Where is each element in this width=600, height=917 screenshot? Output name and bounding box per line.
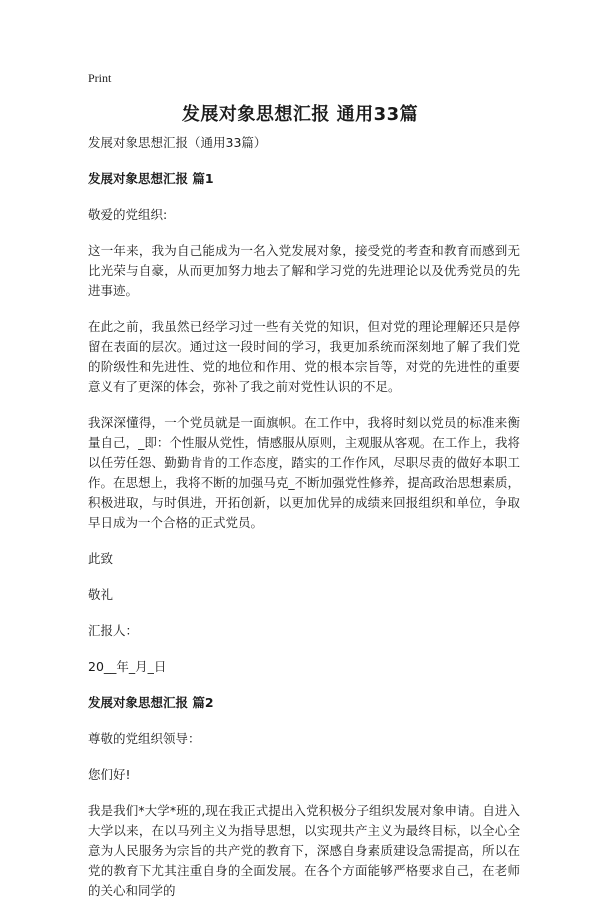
section-heading-2: 发展对象思想汇报 篇2 bbox=[88, 695, 214, 710]
salutation-1: 敬爱的党组织: bbox=[88, 207, 168, 222]
document-subtitle: 发展对象思想汇报（通用33篇） bbox=[88, 135, 267, 150]
closing-line-1: 此致 bbox=[88, 551, 114, 566]
paragraph-1-3: 我深深懂得，一个党员就是一面旗帜。在工作中，我将时刻以党员的标准来衡量自己，_即：个性服从党性，情感服从原则，主观服从客观。在工作上，我将以任劳任怨、勤勤肯肯的工作态度，踏实的工作作风，尽职尽责的做好本职工作。在思想上，我将不断的加强马克_不断加强党性修养，提高政治思想素质，积极进取，与时俱进，开拓创新，以更加优异的成绩来回报组织和单位，争取早日成为一个合格的正式党员。 bbox=[88, 415, 520, 530]
paragraph-1-2: 在此之前，我虽然已经学习过一些有关党的知识，但对党的理论理解还只是停留在表面的层次。通过这一段时间的学习，我更加系统而深刻地了解了我们党的阶级性和先进性、党的地位和作用、党的根本宗旨等，对党的先进性的重要意义有了更深的体会，弥补了我之前对党性认识的不足。 bbox=[88, 319, 520, 394]
section-heading-1: 发展对象思想汇报 篇1 bbox=[88, 171, 214, 186]
paragraph-1-1: 这一年来，我为自己能成为一名入党发展对象，接受党的考查和教育而感到无比光荣与自豪，从而更加努力地去了解和学习党的先进理论以及优秀党员的先进事迹。 bbox=[88, 243, 520, 298]
date-line: 20__年_月_日 bbox=[88, 659, 167, 674]
print-label: Print bbox=[88, 71, 112, 85]
document-title: 发展对象思想汇报 通用33篇 bbox=[181, 104, 419, 125]
document-body bbox=[88, 133, 520, 917]
closing-line-2: 敬礼 bbox=[88, 587, 114, 602]
salutation-2: 尊敬的党组织领导： bbox=[88, 731, 201, 746]
greeting-2: 您们好! bbox=[88, 767, 131, 782]
reporter-line: 汇报人： bbox=[88, 623, 139, 638]
paragraph-2-1: 我是我们*大学*班的,现在我正式提出入党积极分子组织发展对象申请。自进入大学以来，在以马列主义为指导思想，以实现共产主义为最终目标，以全心全意为人民服务为宗旨的共产党的教育下，深感自身素质建设急需提高，所以在党的教育下尤其注重自身的全面发展。在各个方面能够严格要求自己，在老师的关心和同学的 bbox=[88, 803, 520, 898]
